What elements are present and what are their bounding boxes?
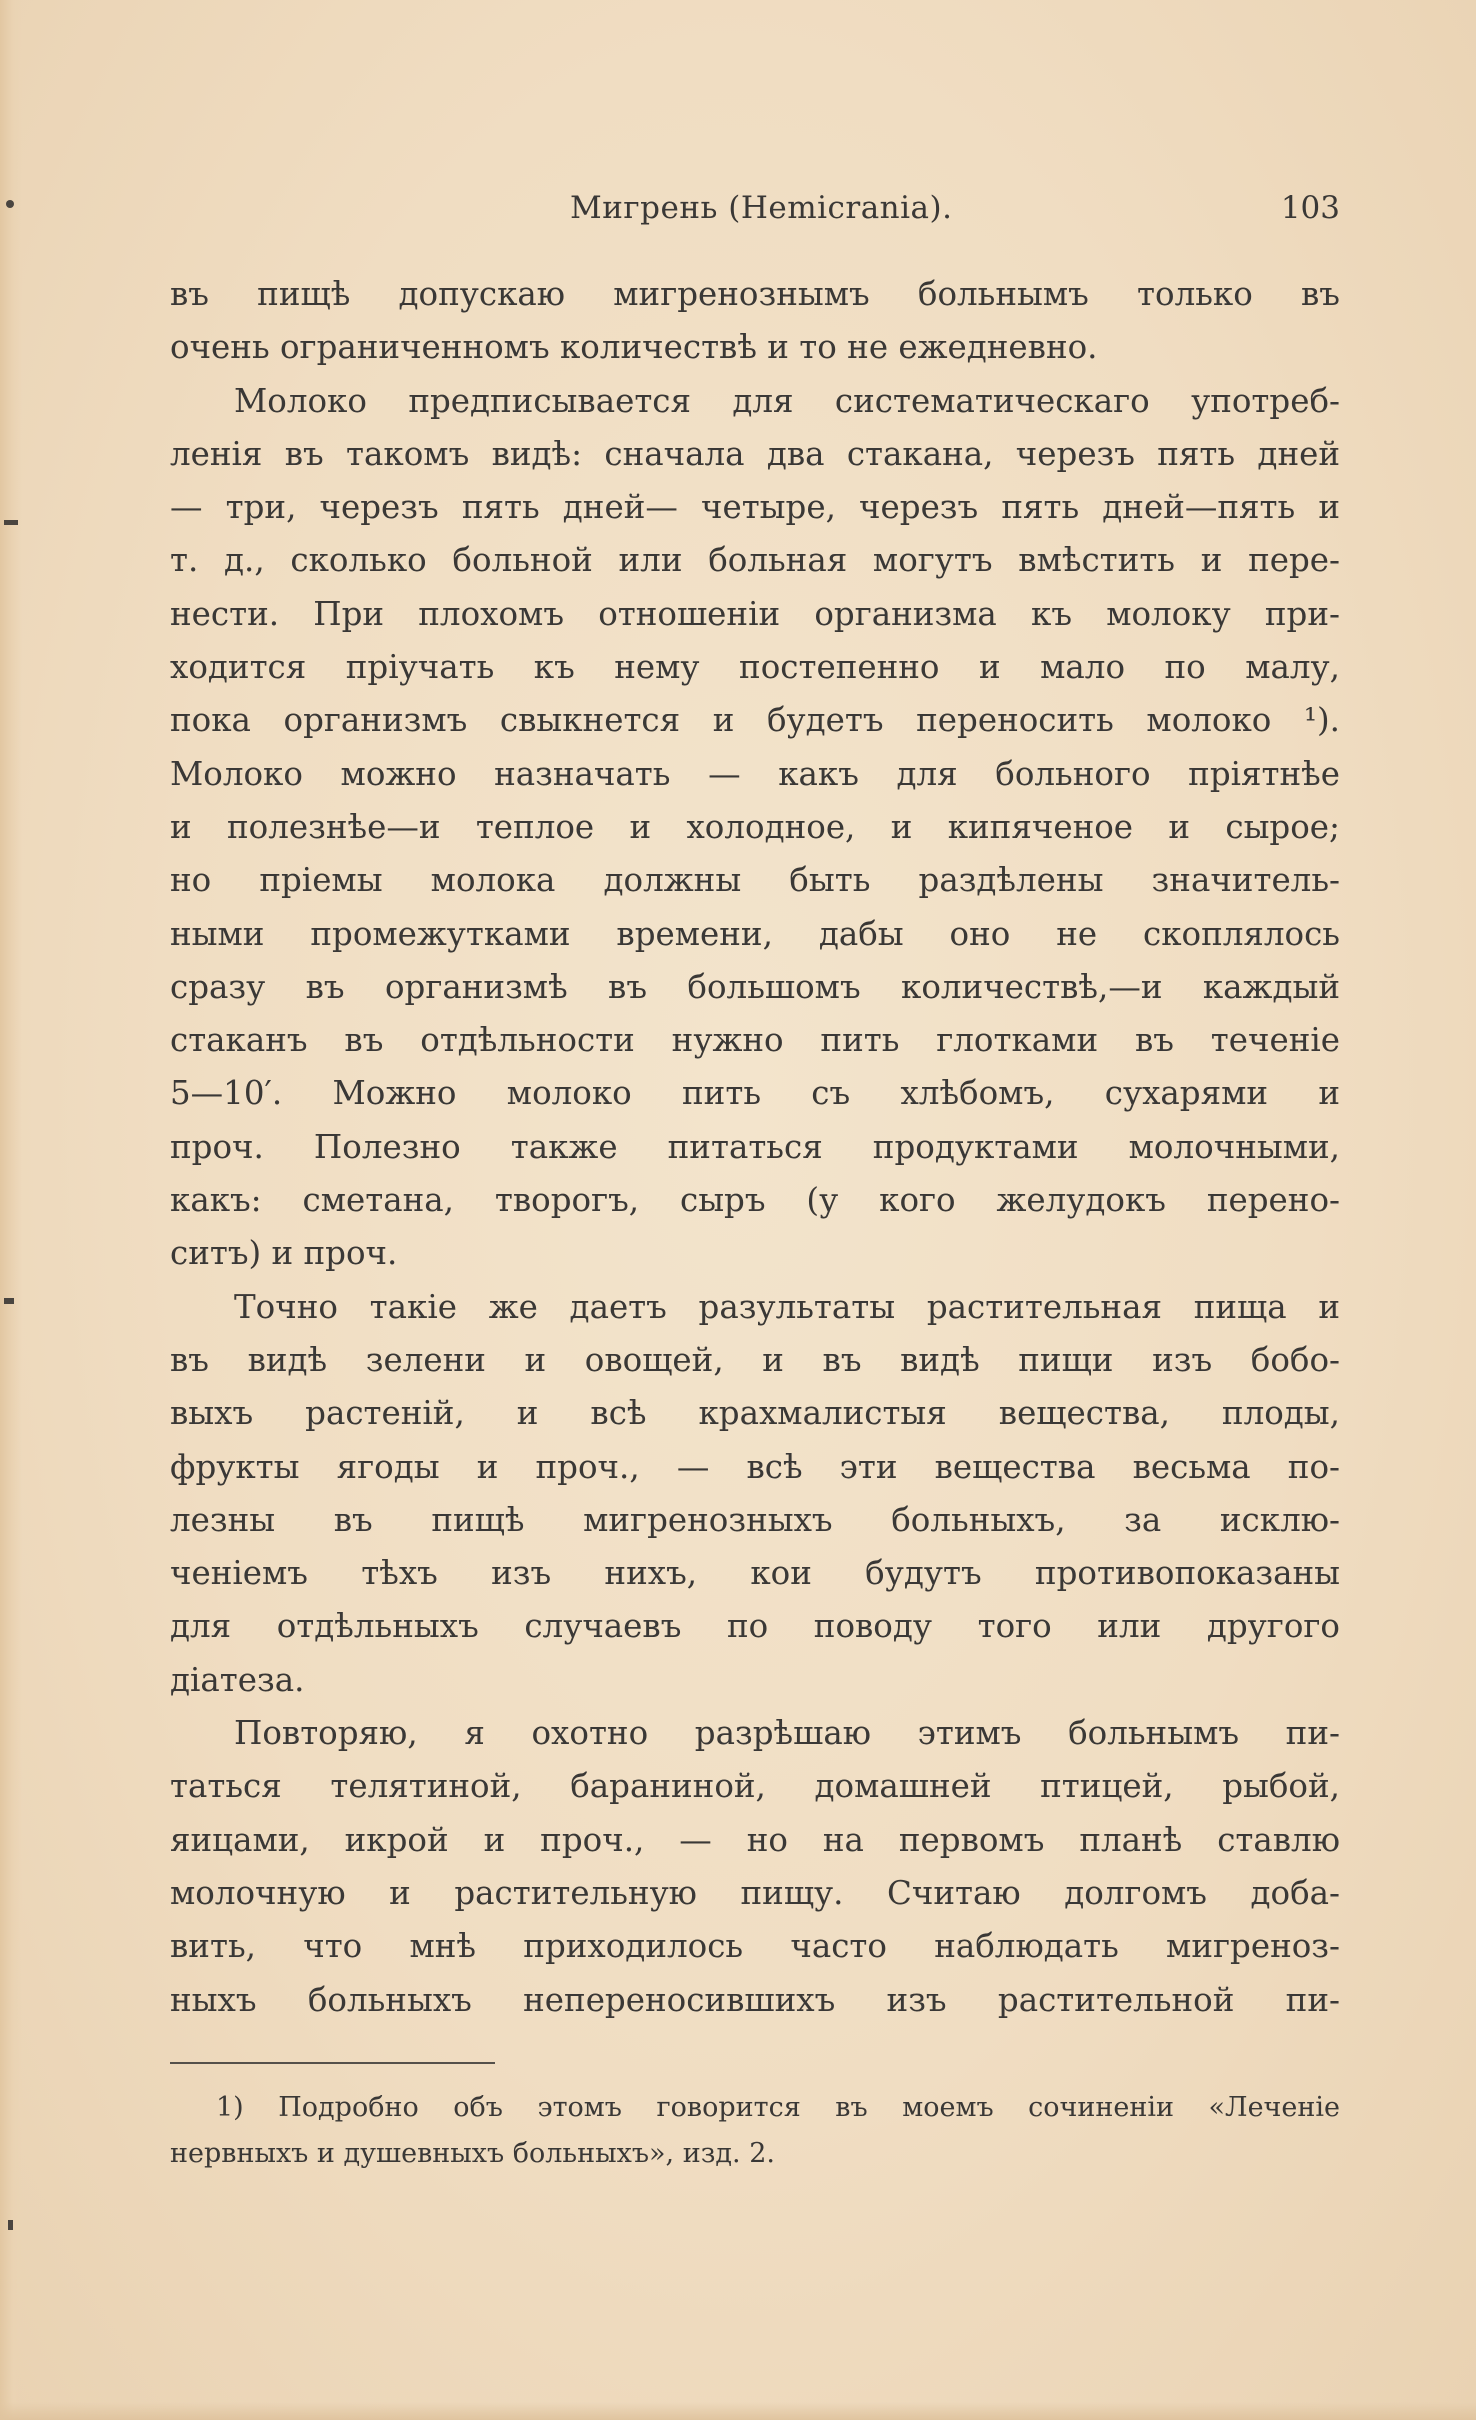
text-line: т. д., сколько больной или больная могутъ вмѣстить и пере- (170, 541, 1340, 580)
text-line: и полезнѣе—и теплое и холодное, и кипяченое и сырое; (170, 807, 1340, 846)
text-line: ныхъ больныхъ непереносившихъ изъ растительной пи- (170, 1980, 1340, 2019)
text-line: лезны въ пищѣ мигренозныхъ больныхъ, за исклю- (170, 1500, 1340, 1539)
text-line: ситъ) и проч. (170, 1234, 398, 1273)
text-line: въ пищѣ допускаю мигренознымъ больнымъ только въ (170, 275, 1340, 313)
margin-mark (8, 2220, 13, 2230)
text-line: таться телятиной, бараниной, домашней птицей, рыбой, (170, 1767, 1340, 1806)
text-line: Молоко можно назначать — какъ для больного пріятнѣе (170, 754, 1340, 793)
margin-mark (4, 1298, 14, 1304)
text-line: ченіемъ тѣхъ изъ нихъ, кои будутъ противопоказаны (170, 1554, 1340, 1593)
page-header (170, 190, 1340, 234)
text-line: Точно такіе же даетъ разультаты растительная пища и (234, 1287, 1340, 1326)
text-line: пока организмъ свыкнется и будетъ переносить молоко ¹). (170, 701, 1340, 740)
text-line: для отдѣльныхъ случаевъ по поводу того или другого (170, 1607, 1340, 1646)
text-line: какъ: сметана, творогъ, сыръ (у кого желудокъ перено- (170, 1181, 1340, 1220)
text-line: 5—10′. Можно молоко пить съ хлѣбомъ, сухарями и (170, 1074, 1340, 1113)
text-line: Молоко предписывается для систематическаго употреб- (234, 381, 1340, 420)
footnote (170, 2085, 1340, 2177)
running-title: Мигрень (Hemicrania). (570, 190, 953, 226)
text-line: яицами, икрой и проч., — но на первомъ планѣ ставлю (170, 1820, 1340, 1859)
text-line: ленія въ такомъ видѣ: сначала два стакана, черезъ пять дней (170, 434, 1340, 473)
text-line: ными промежутками времени, дабы оно не скоплялось (170, 914, 1340, 953)
text-line: молочную и растительную пищу. Считаю долгомъ доба- (170, 1873, 1340, 1912)
text-line: стаканъ въ отдѣльности нужно пить глотками въ теченіе (170, 1021, 1340, 1060)
page-number: 103 (1280, 190, 1340, 226)
text-line: сразу въ организмѣ въ большомъ количествѣ,—и каждый (170, 967, 1340, 1006)
text-line: въ видѣ зелени и овощей, и въ видѣ пищи изъ бобо- (170, 1340, 1340, 1379)
text-line: Повторяю, я охотно разрѣшаю этимъ больнымъ пи- (234, 1714, 1340, 1753)
footnote-line: 1) Подробно объ этомъ говорится въ моемъ сочиненіи «Леченіе (216, 2092, 1340, 2123)
text-line: ходится пріучать къ нему постепенно и мало по малу, (170, 648, 1340, 687)
margin-mark (4, 520, 18, 525)
text-line: очень ограниченномъ количествѣ и то не ежедневно. (170, 328, 1098, 367)
footnote-separator (170, 2062, 495, 2064)
margin-mark (6, 200, 14, 208)
footnote-line: нервныхъ и душевныхъ больныхъ», изд. 2. (170, 2138, 775, 2169)
text-line: вить, что мнѣ приходилось часто наблюдать мигреноз- (170, 1927, 1340, 1966)
body-text (170, 268, 1340, 2027)
text-line: — три, черезъ пять дней— четыре, черезъ пять дней—пять и (170, 488, 1340, 527)
page-bottom-edge (0, 2402, 1476, 2420)
text-line: нести. При плохомъ отношеніи организма къ молоку при- (170, 594, 1340, 633)
text-line: фрукты ягоды и проч., — всѣ эти вещества весьма по- (170, 1447, 1340, 1486)
text-line: но пріемы молока должны быть раздѣлены значитель- (170, 861, 1340, 900)
text-line: выхъ растеній, и всѣ крахмалистыя вещества, плоды, (170, 1394, 1340, 1433)
page-left-edge (0, 0, 22, 2420)
text-line: діатеза. (170, 1660, 305, 1699)
text-line: проч. Полезно также питаться продуктами молочными, (170, 1127, 1340, 1166)
